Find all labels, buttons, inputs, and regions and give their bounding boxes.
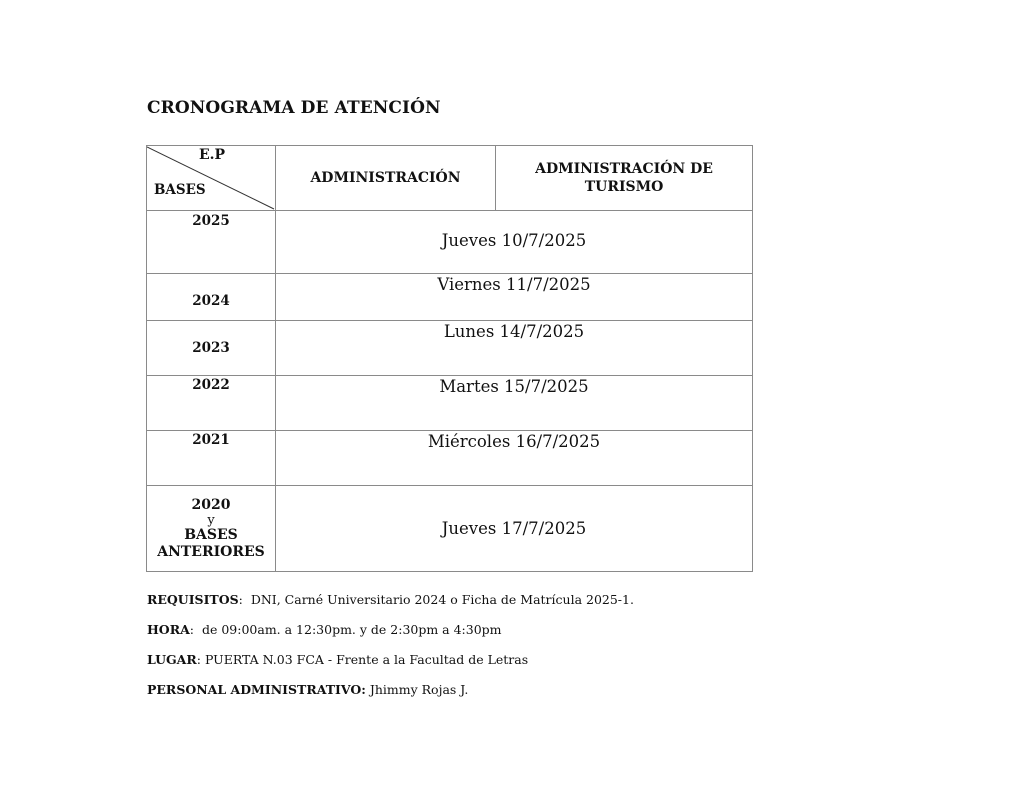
base-cell: [147, 321, 276, 376]
base-cell: [147, 211, 276, 274]
column-header-turismo: [496, 146, 753, 211]
hora-line: HORA: de 09:00am. a 12:30pm. y de 2:30pm a 4:30pm: [147, 622, 502, 637]
date-cell: [276, 274, 753, 321]
lugar-line: LUGAR: PUERTA N.03 FCA - Frente a la Facultad de Letras: [147, 652, 529, 667]
base-cell: [147, 274, 276, 321]
column-header-administracion: [276, 146, 496, 211]
date-cell: [276, 376, 753, 431]
base-year: 2022: [192, 377, 230, 393]
date-text: Jueves 17/7/2025: [441, 519, 587, 538]
base-year: 2023: [192, 340, 230, 356]
schedule-table: [146, 145, 753, 572]
date-text: Martes 15/7/2025: [439, 377, 589, 396]
base-label: BASES: [184, 526, 238, 543]
table-row: [147, 321, 753, 376]
lugar-value: PUERTA N.03 FCA - Frente a la Facultad de Letras: [204, 652, 529, 667]
table-row: [147, 376, 753, 431]
base-year: 2020: [191, 496, 231, 513]
base-cell: [147, 376, 276, 431]
table-row: [147, 274, 753, 321]
date-text: Miércoles 16/7/2025: [427, 432, 601, 451]
requisitos-line: REQUISITOS: DNI, Carné Universitario 2024 o Ficha de Matrícula 2025-1.: [147, 592, 634, 607]
requisitos-label: REQUISITOS: [147, 592, 239, 607]
hora-value: de 09:00am. a 12:30pm. y de 2:30pm a 4:30pm: [201, 622, 502, 637]
base-year: 2024: [192, 293, 230, 309]
document-title: CRONOGRAMA DE ATENCIÓN: [147, 98, 441, 118]
base-connector: y: [207, 512, 215, 528]
date-cell: [276, 486, 753, 572]
column-header-label-line1: ADMINISTRACIÓN DE: [535, 161, 713, 177]
date-text: Viernes 11/7/2025: [437, 275, 591, 294]
table-row: [147, 486, 753, 572]
personal-line: [147, 682, 468, 697]
table-header-row: [147, 146, 753, 211]
base-year: 2021: [192, 432, 230, 448]
column-header-label: ADMINISTRACIÓN: [310, 170, 461, 186]
corner-bases-label: BASES: [154, 182, 206, 198]
date-cell: [276, 211, 753, 274]
date-text: Jueves 10/7/2025: [441, 231, 587, 250]
personal-value: Jhimmy Rojas J.: [369, 682, 469, 697]
date-cell: [276, 321, 753, 376]
base-year: 2025: [192, 213, 230, 229]
date-text: Lunes 14/7/2025: [443, 322, 585, 341]
table-row: [147, 431, 753, 486]
lugar-label: LUGAR: [147, 652, 197, 667]
date-cell: [276, 431, 753, 486]
column-header-label-line2: TURISMO: [584, 179, 664, 195]
base-cell: [147, 486, 276, 572]
personal-label: PERSONAL ADMINISTRATIVO:: [147, 682, 366, 697]
corner-ep-label: E.P: [199, 147, 226, 163]
requisitos-value: DNI, Carné Universitario 2024 o Ficha de Matrícula 2025-1.: [250, 592, 634, 607]
base-cell: [147, 431, 276, 486]
table-row: [147, 211, 753, 274]
corner-header-cell: [147, 146, 276, 211]
hora-label: HORA: [147, 622, 190, 637]
base-label: ANTERIORES: [157, 543, 265, 560]
